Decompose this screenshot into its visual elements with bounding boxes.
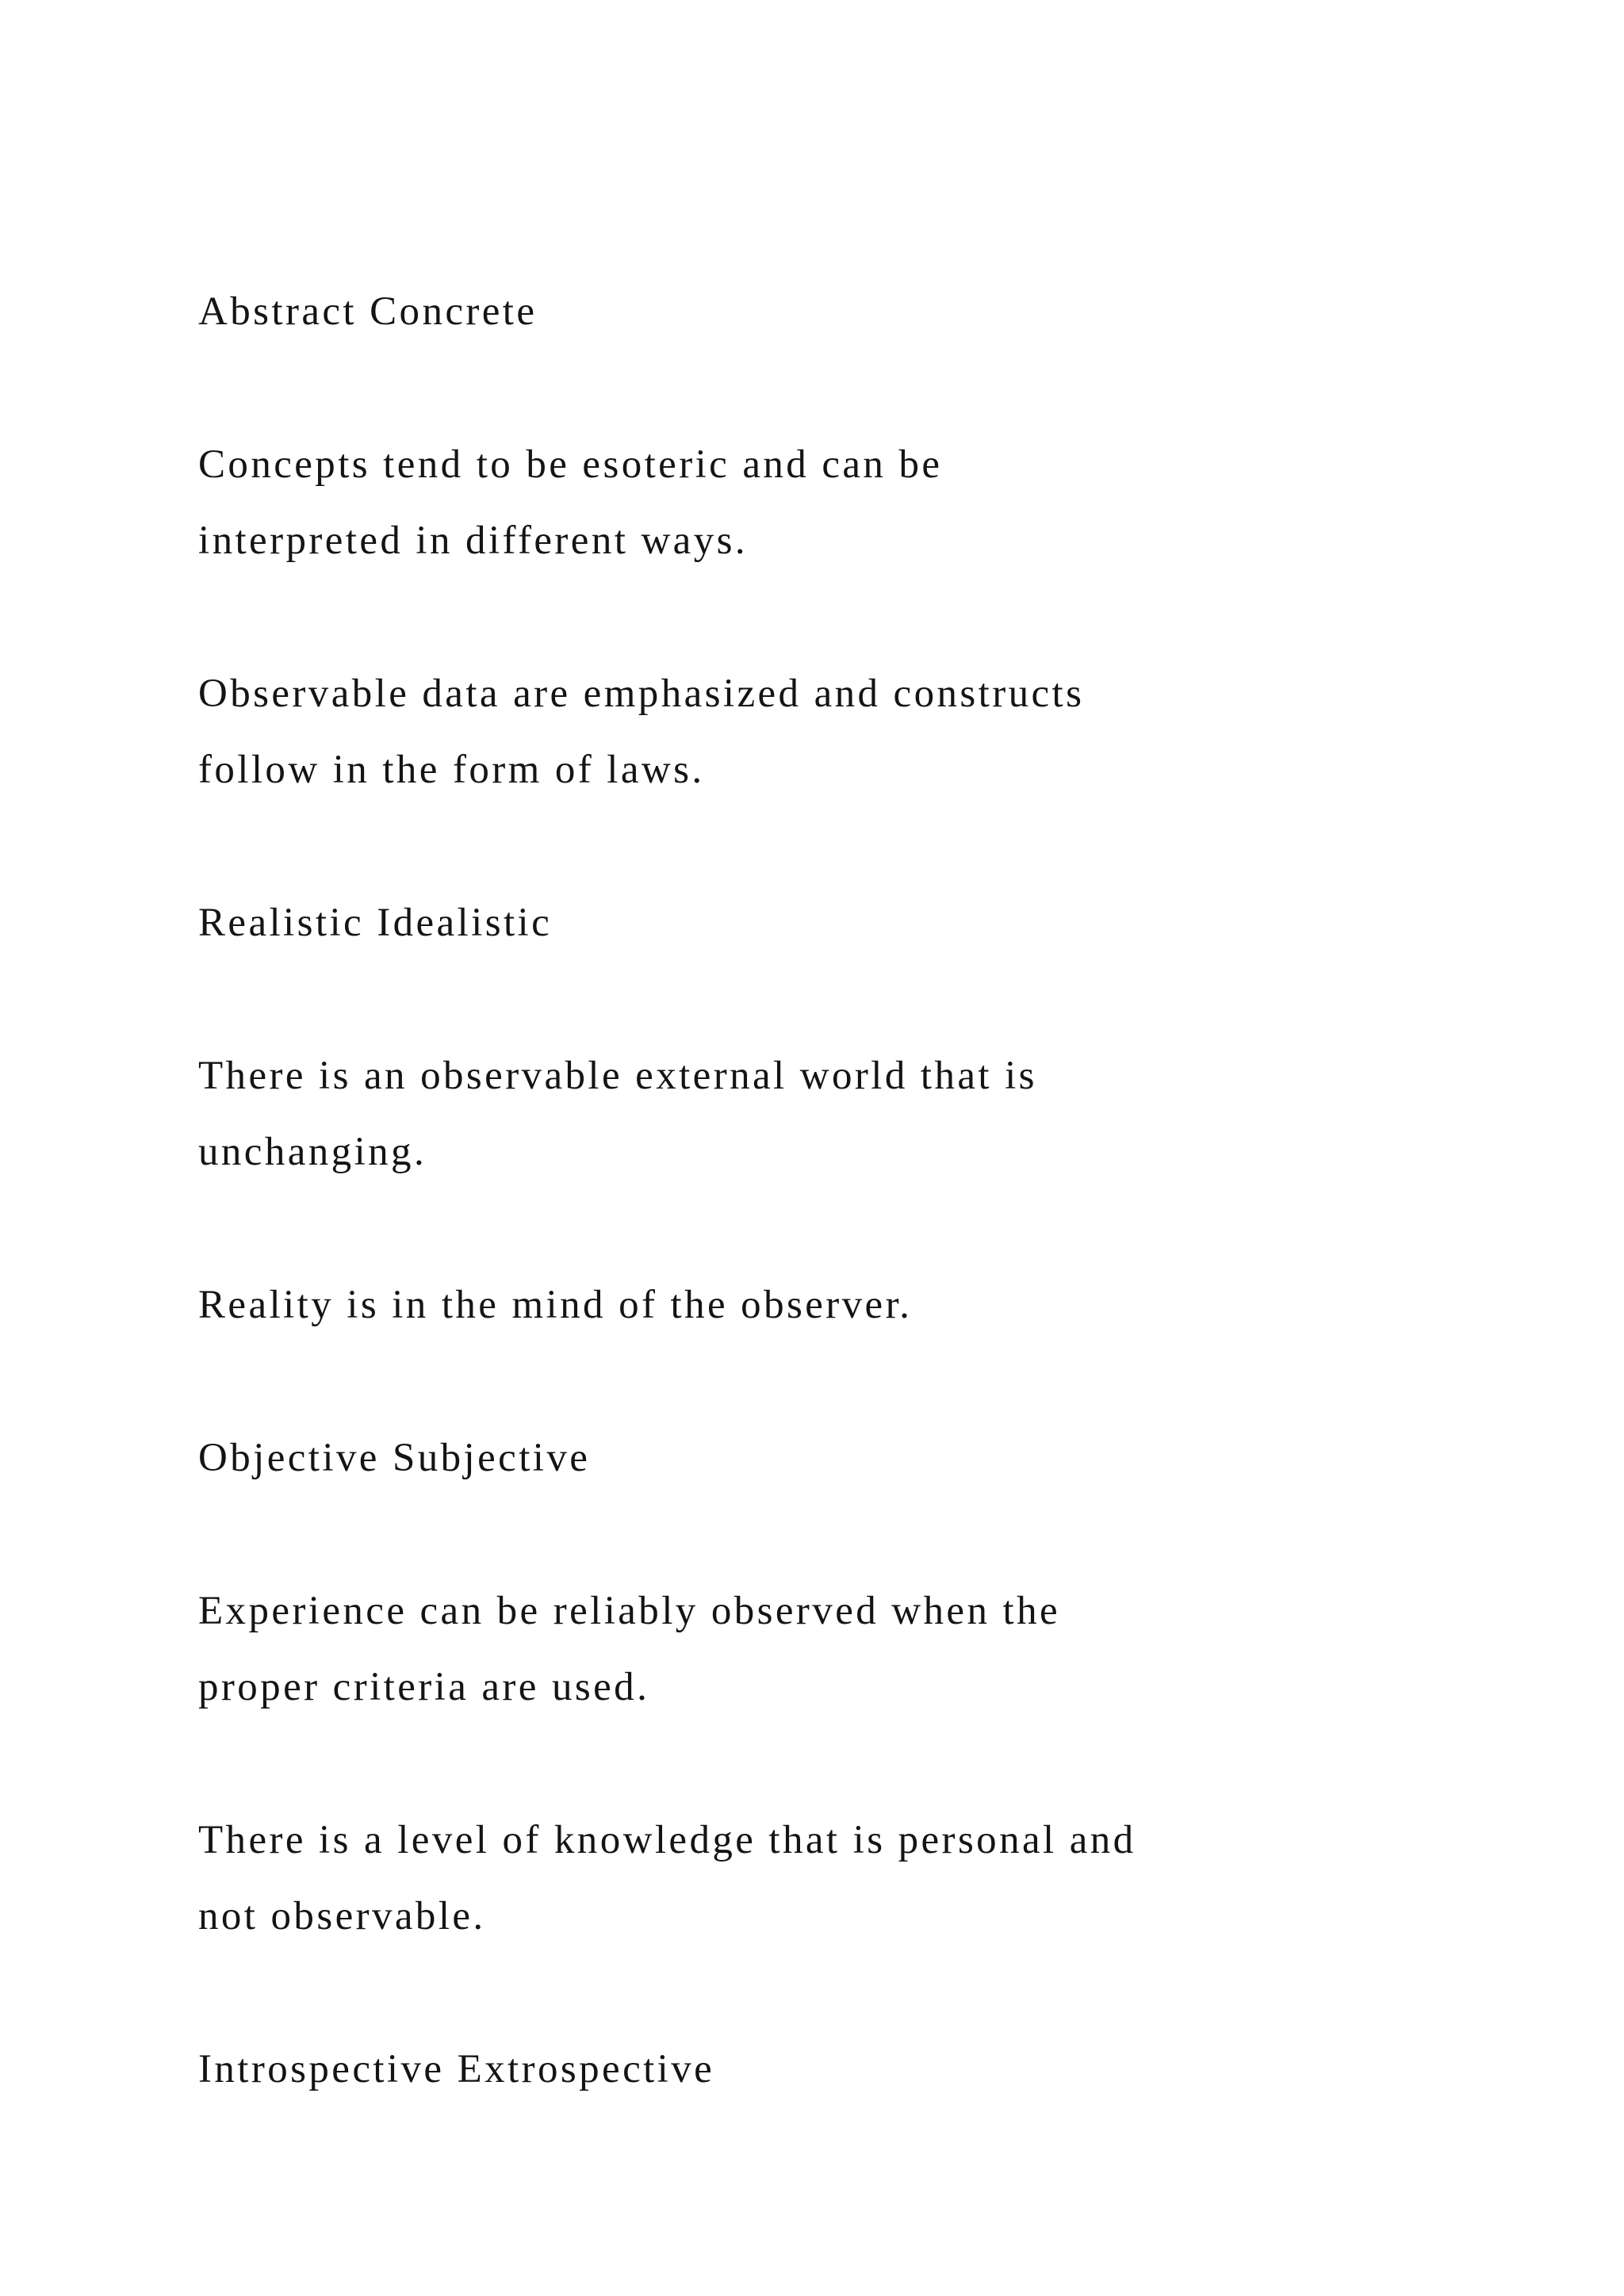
paragraph-gap (198, 1190, 1388, 1267)
heading-realistic-idealistic: Realistic Idealistic (198, 901, 553, 945)
paragraph-objective-line-1: Experience can be reliably observed when the (198, 1589, 1060, 1633)
heading-objective-subjective: Objective Subjective (198, 1436, 591, 1480)
heading-abstract-concrete: Abstract Concrete (198, 289, 538, 334)
paragraph-gap (198, 350, 1388, 427)
paragraph-subjective-line-1: There is a level of knowledge that is personal and (198, 1818, 1136, 1862)
paragraph-gap (198, 1725, 1388, 1802)
paragraph-concrete-line-2: follow in the form of laws. (198, 748, 705, 792)
paragraph-idealistic-line-1: Reality is in the mind of the observer. (198, 1283, 913, 1327)
paragraph-abstract-line-1: Concepts tend to be esoteric and can be (198, 442, 943, 487)
paragraph-gap (198, 808, 1388, 885)
paragraph-gap (198, 961, 1388, 1038)
paragraph-concrete-line-1: Observable data are emphasized and constructs (198, 672, 1085, 716)
paragraph-gap (198, 1343, 1388, 1420)
paragraph-gap (198, 1954, 1388, 2031)
paragraph-abstract-line-2: interpreted in different ways. (198, 519, 749, 563)
paragraph-realistic-line-2: unchanging. (198, 1130, 427, 1174)
paragraph-subjective-line-2: not observable. (198, 1894, 486, 1938)
document-body (198, 274, 1388, 2107)
paragraph-gap (198, 1496, 1388, 1573)
paragraph-gap (198, 579, 1388, 656)
paragraph-realistic-line-1: There is an observable external world that is (198, 1054, 1037, 1098)
paragraph-objective-line-2: proper criteria are used. (198, 1665, 650, 1709)
heading-introspective-extrospective: Introspective Extrospective (198, 2047, 715, 2091)
